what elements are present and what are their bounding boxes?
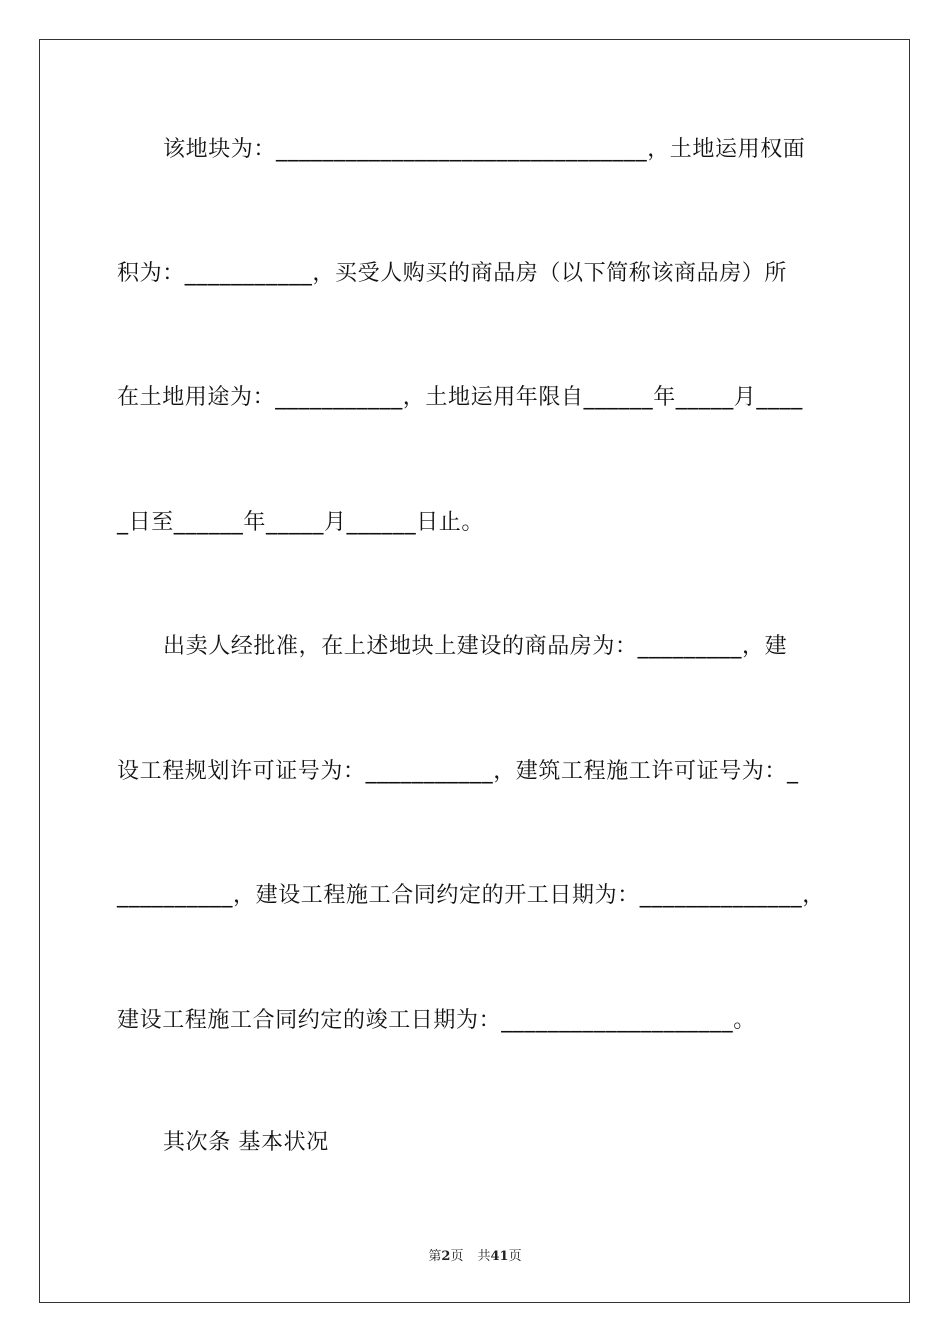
section-heading: 其次条 基本状况: [163, 1130, 329, 1155]
paragraph-line-8: 建设工程施工合同约定的竣工日期为：____________________。: [117, 1008, 756, 1033]
footer-page-number: 2: [441, 1249, 451, 1264]
paragraph-line-6: 设工程规划许可证号为：___________，建筑工程施工许可证号为：_: [117, 759, 799, 784]
footer-page-prefix: 第: [428, 1249, 442, 1264]
page-border: [39, 39, 910, 1303]
paragraph-line-3: 在土地用途为：___________，土地运用年限自______年_____月____: [117, 385, 803, 410]
footer-page-suffix: 页: [450, 1249, 464, 1264]
footer-total-prefix: 共: [477, 1249, 491, 1264]
footer-total-suffix: 页: [508, 1249, 522, 1264]
paragraph-line-4: _日至______年_____月______日止。: [117, 510, 485, 535]
paragraph-line-5: 出卖人经批准，在上述地块上建设的商品房为：_________，建: [163, 634, 788, 659]
paragraph-line-1: 该地块为：________________________________，土地运用权面: [163, 137, 806, 162]
page-footer: [0, 1248, 950, 1266]
paragraph-line-2: 积为：___________，买受人购买的商品房（以下简称该商品房）所: [117, 261, 788, 286]
paragraph-line-7: __________，建设工程施工合同约定的开工日期为：______________，: [117, 883, 825, 908]
footer-total-pages: 41: [490, 1249, 509, 1264]
